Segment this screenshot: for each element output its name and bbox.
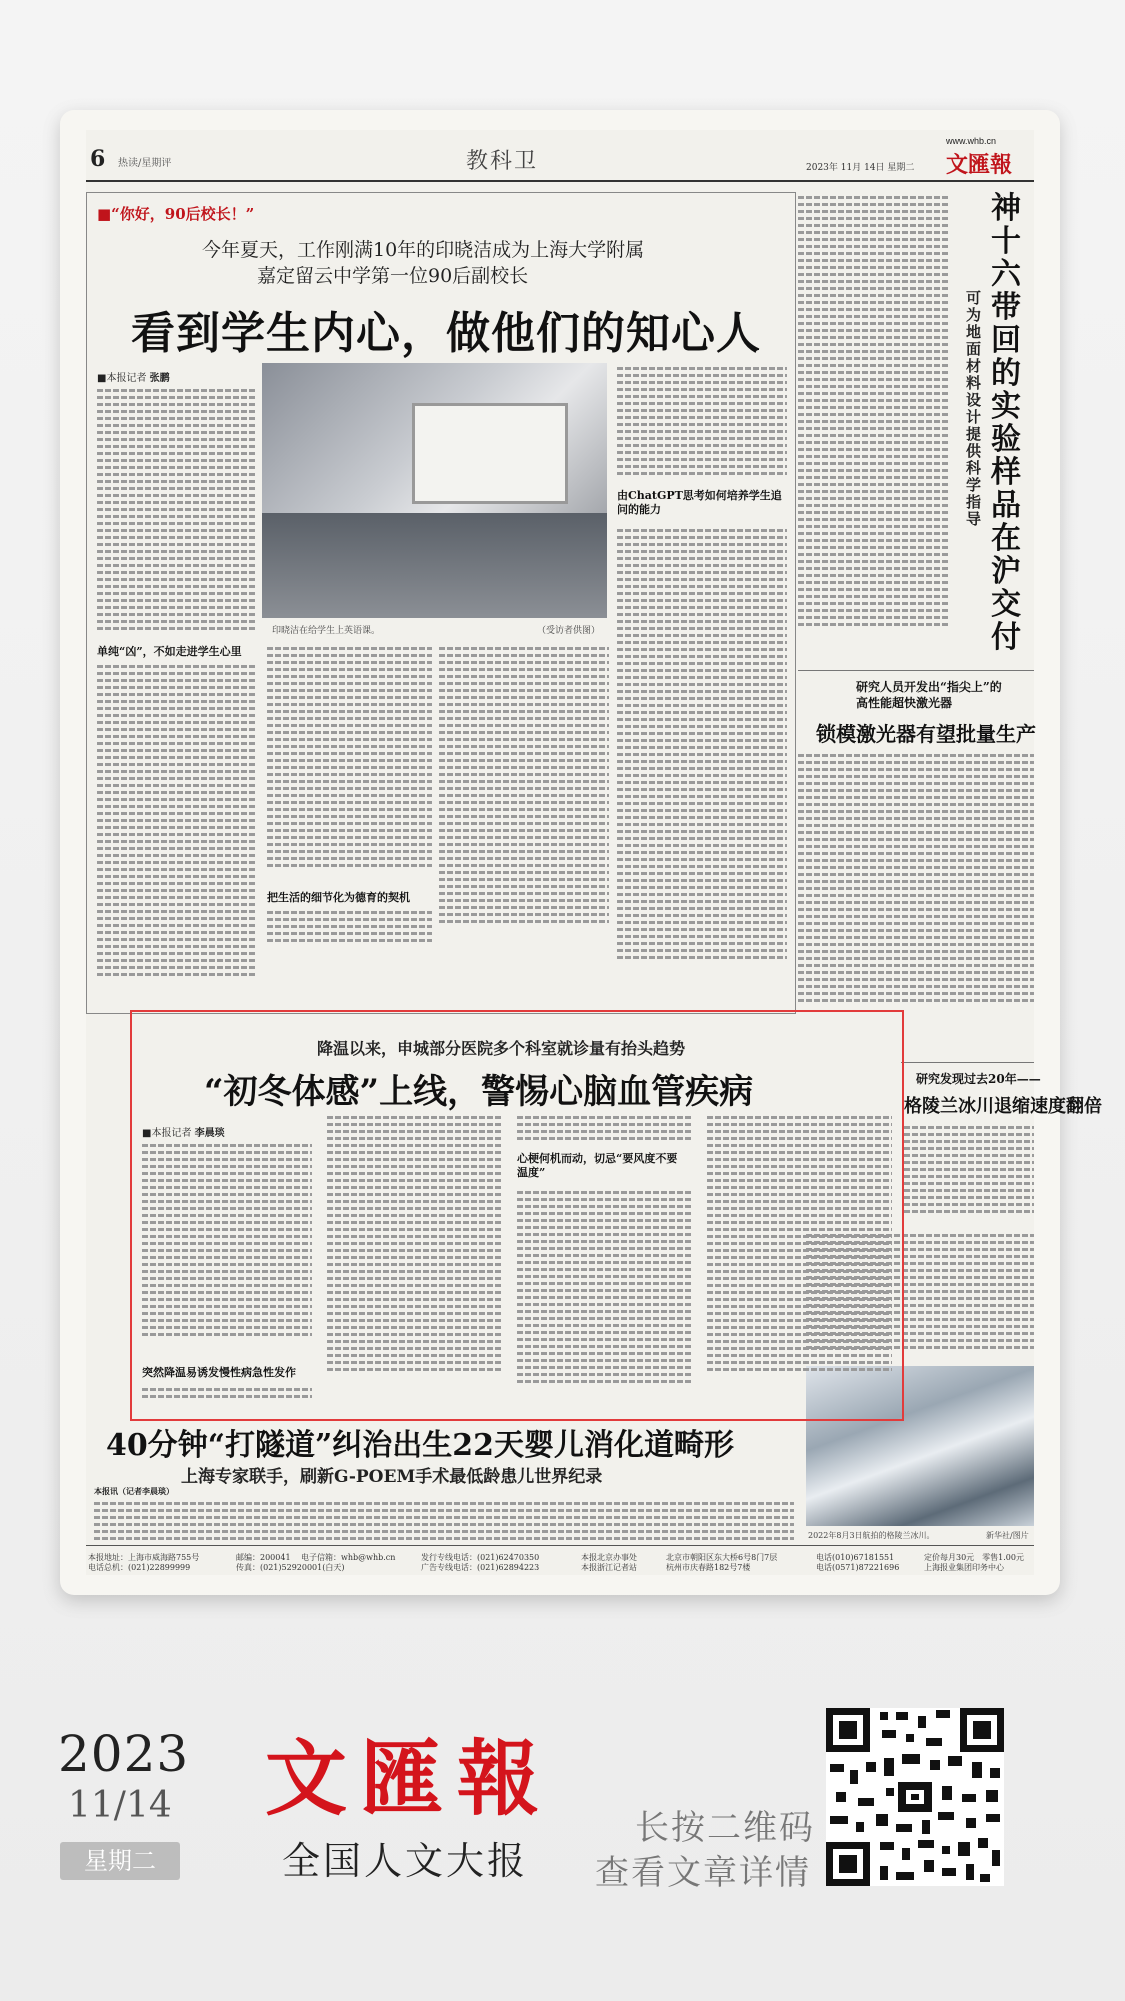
bottom-deck: 上海专家联手，刷新G-POEM手术最低龄患儿世界纪录 [181, 1467, 603, 1487]
promo-weekday-badge: 星期二 [60, 1842, 180, 1880]
boxed-column3-text [517, 1112, 692, 1147]
page-footer [86, 1545, 1034, 1574]
right-story2-kicker-2: 高性能超快激光器 [856, 696, 953, 710]
bottom-byline: 本报讯（记者李晨琰） [94, 1486, 174, 1496]
section-title: 教科卫 [466, 149, 539, 174]
lead-article[interactable] [86, 192, 796, 1014]
page-number: 6 [90, 146, 106, 172]
right-story2-headline: 锁模激光器有望批量生产 [816, 722, 1036, 746]
right-story2-text [798, 750, 1034, 1030]
lead-subhead-1: 单纯“凶”，不如走进学生心里 [97, 645, 242, 658]
lead-deck-line1: 今年夏天，工作刚满10年的印晓洁成为上海大学附属 [202, 239, 645, 261]
footer-tel1: 电话(010)67181551 [816, 1553, 895, 1562]
boxed-subhead-1-text: 心梗何机而动，切忌“要风度不要温度” [517, 1152, 678, 1179]
masthead-logo: 文匯報 [946, 152, 1013, 178]
header-url: www.whb.cn [946, 136, 997, 146]
highlighted-article[interactable] [130, 1010, 904, 1421]
boxed-byline-name: 李晨琰 [194, 1128, 225, 1139]
right-story2-kicker-1: 研究人员开发出“指尖上”的 [856, 680, 1002, 694]
glacier-photo-caption: 2022年8月3日航拍的格陵兰冰川。 [808, 1531, 935, 1540]
page-header [86, 130, 1034, 182]
lead-column2c-text [439, 643, 609, 953]
lead-column3-text [617, 363, 787, 483]
right-story3-kicker: 研究发现过去20年—— [916, 1072, 1041, 1086]
header-date: 2023年 11月 14日 星期二 [806, 163, 915, 173]
students [262, 513, 607, 618]
lead-column3b-text [617, 525, 787, 1005]
lead-headline: 看到学生内心，做他们的知心人 [131, 308, 761, 359]
footer-email: 电子信箱：whb@whb.cn [301, 1553, 396, 1562]
boxed-subhead-1 [517, 1152, 687, 1180]
right-story1-deck: 可为地面材料设计提供科学指导 [966, 289, 982, 528]
lead-column2-text [267, 643, 432, 883]
boxed-deck: 降温以来，申城部分医院多个科室就诊量有抬头趋势 [317, 1039, 686, 1058]
footer-distribution: 发行专线电话：(021)62470350 [421, 1553, 540, 1562]
bottom-headline: 40分钟“打隧道”纠治出生22天婴儿消化道畸形 [106, 1428, 735, 1463]
lead-column1b-text [97, 661, 257, 1001]
boxed-column2-text [327, 1112, 502, 1407]
boxed-column1b-text [142, 1384, 312, 1406]
newspaper-page [86, 130, 1102, 1575]
qr-code-graphic [826, 1708, 1004, 1886]
footer-fax: 传真：(021)52920001(白天) [236, 1563, 345, 1572]
qr-code[interactable] [826, 1708, 1004, 1886]
lead-deck-line2: 嘉定留云中学第一位90后副校长 [257, 265, 529, 287]
divider [798, 670, 1034, 671]
boxed-byline [142, 1124, 225, 1139]
footer-address: 本报地址：上海市威海路755号 [88, 1553, 200, 1562]
lead-photo[interactable] [262, 363, 607, 618]
right-story3-text [904, 1122, 1034, 1222]
lead-column2b-text [267, 907, 432, 947]
right-story1-text [798, 192, 948, 662]
qr-hint-2: 查看文章详情 [595, 1853, 811, 1893]
right-story3-headline: 格陵兰冰川退缩速度翻倍 [904, 1096, 1102, 1117]
footer-office2: 本报浙江记者站 [581, 1563, 637, 1572]
lead-byline-name: 张鹏 [149, 373, 170, 384]
promo-date: 11/14 [68, 1785, 172, 1826]
footer-office1-addr: 北京市朝阳区东大桥6号8门7层 [666, 1553, 778, 1562]
bottom-text [94, 1498, 794, 1542]
footer-phone: 电话总机：(021)22899999 [88, 1563, 191, 1572]
page-section-label: 热读/星期评 [118, 158, 172, 169]
boxed-subhead-2: 突然降温易诱发慢性病急性发作 [142, 1366, 296, 1379]
boxed-column4-text [707, 1112, 892, 1407]
footer-postcode: 邮编：200041 [236, 1553, 291, 1562]
boxed-column1-text [142, 1140, 312, 1360]
lead-kicker: ■“你好，90后校长！” [97, 205, 255, 223]
lead-byline [97, 369, 170, 384]
lead-photo-credit: （受访者供图） [537, 626, 601, 636]
divider [901, 1062, 1034, 1063]
lead-column1-text [97, 385, 257, 640]
promo-year: 2023 [58, 1725, 190, 1783]
lead-byline-label: ■本报记者 [97, 373, 147, 384]
newspaper-card[interactable] [60, 110, 1102, 1595]
lead-subhead-3-text: 由ChatGPT思考如何培养学生追问的能力 [617, 489, 782, 516]
lead-subhead-2: 把生活的细节化为德育的契机 [267, 891, 410, 904]
footer-office2-addr: 杭州市庆春路182号7楼 [666, 1563, 751, 1572]
footer-ad: 广告专线电话：(021)62894223 [421, 1563, 540, 1572]
footer-tel2: 电话(0571)87221696 [816, 1563, 900, 1572]
promo-slogan: 全国人文大报 [282, 1839, 529, 1883]
boxed-headline: “初冬体感”上线，警惕心脑血管疾病 [204, 1072, 754, 1112]
lead-subhead-3 [617, 489, 787, 517]
boxed-column3b-text [517, 1187, 692, 1407]
footer-printer: 上海报业集团印务中心 [924, 1563, 1004, 1572]
footer-price: 定价每月30元 零售1.00元 [924, 1553, 1024, 1562]
footer-office1: 本报北京办事处 [581, 1553, 637, 1562]
right-story1-headline: 神十六带回的实验样品在沪交付 [991, 191, 1021, 655]
whiteboard [412, 403, 568, 504]
qr-hint-1: 长按二维码 [635, 1808, 815, 1848]
wenhui-logo: 文匯報 [265, 1731, 554, 1827]
glacier-photo-credit: 新华社/图片 [986, 1531, 1029, 1540]
boxed-byline-label: ■本报记者 [142, 1128, 192, 1139]
lead-photo-caption: 印晓洁在给学生上英语课。 [272, 626, 381, 636]
